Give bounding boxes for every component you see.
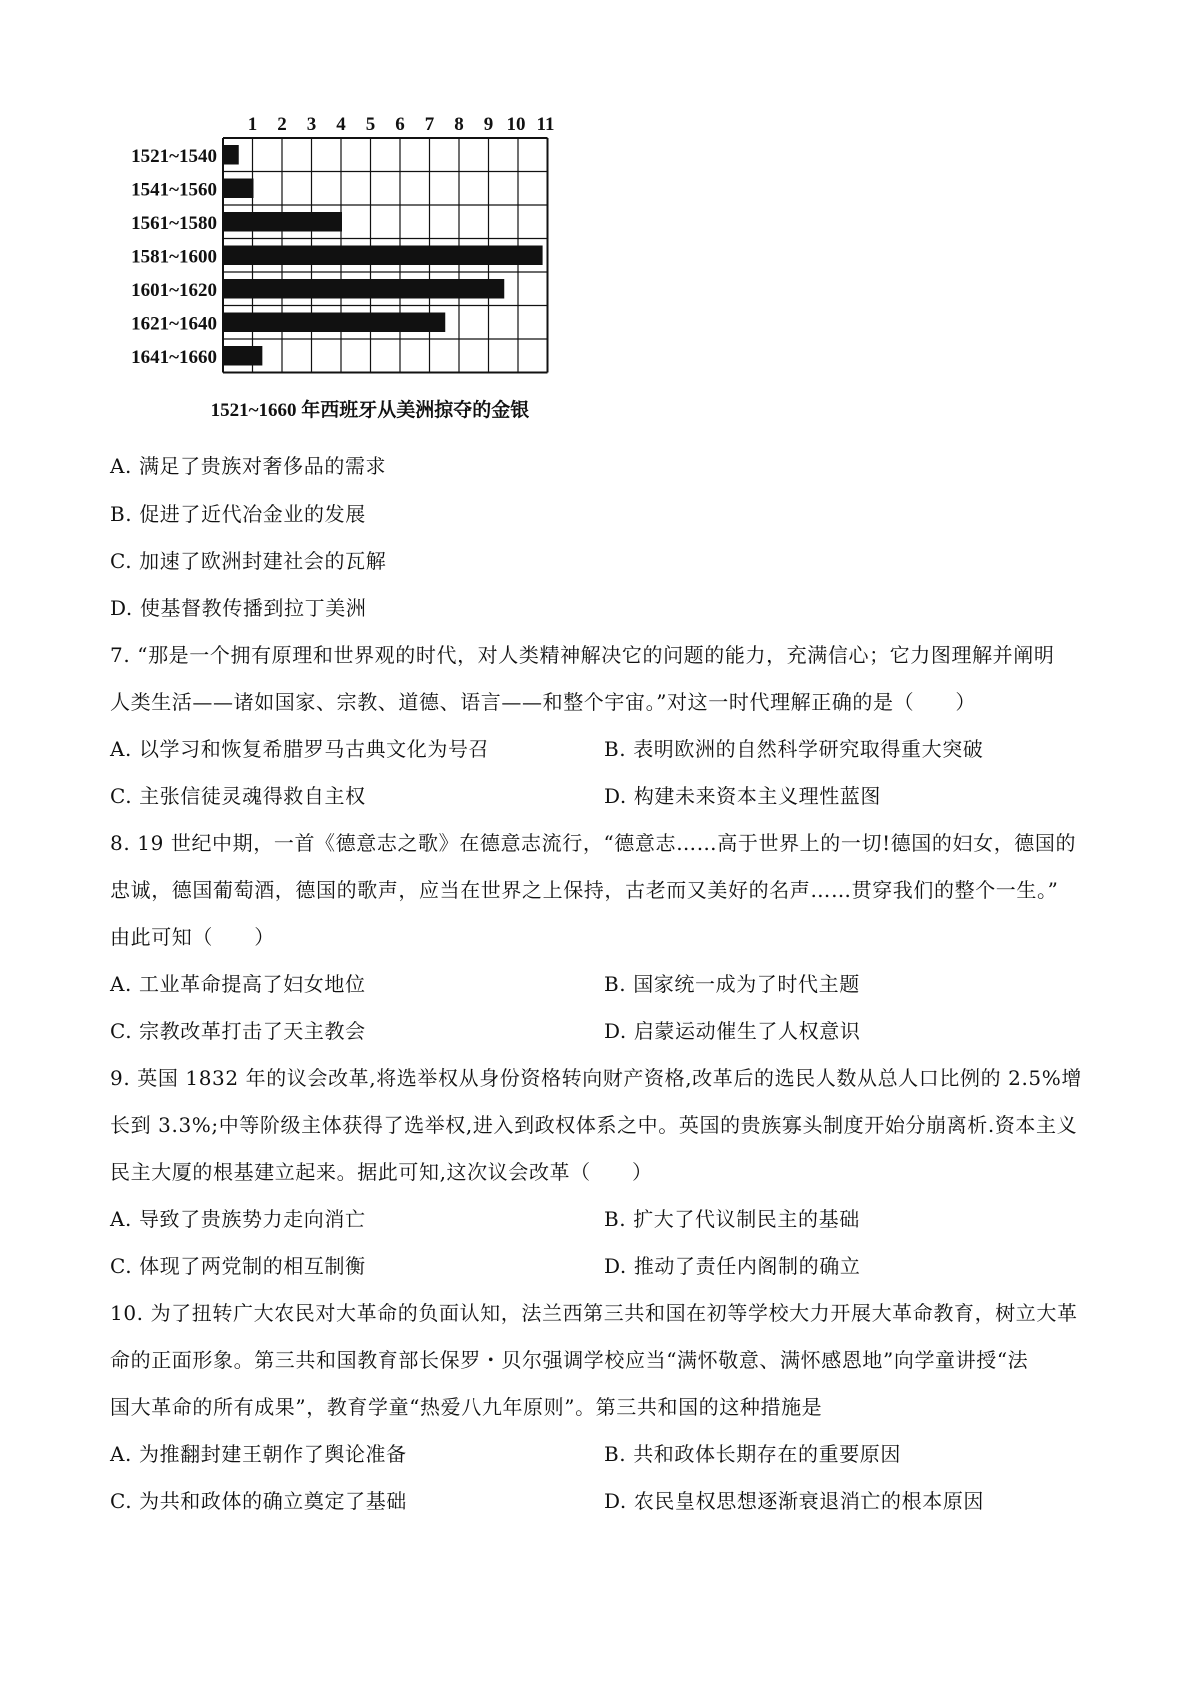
category-label: 1521~1540: [131, 145, 217, 167]
q6-option-d: D. 使基督教传播到拉丁美洲: [110, 596, 367, 620]
q7-option-d: D. 构建未来资本主义理性蓝图: [604, 784, 882, 808]
category-labels: [131, 146, 217, 368]
x-tick-label: 7: [424, 114, 435, 135]
q7-stem-line1: 7. “那是一个拥有原理和世界观的时代，对人类精神解决它的问题的能力，充满信心；它力图理解并阐明: [110, 643, 1055, 667]
x-tick-label: 8: [454, 114, 464, 135]
q10-option-a: A. 为推翻封建王朝作了舆论准备: [110, 1442, 407, 1466]
category-label: 1641~1660: [131, 346, 217, 368]
x-tick-label: 1: [247, 114, 258, 135]
q10-option-c: C. 为共和政体的确立奠定了基础: [110, 1489, 407, 1513]
q8-option-b: B. 国家统一成为了时代主题: [604, 972, 860, 996]
bar-1561~1580: [224, 212, 342, 232]
chart-bars: [224, 145, 543, 366]
q8-stem-line1: 8. 19 世纪中期，一首《德意志之歌》在德意志流行，“德意志……高于世界上的一切!德国的妇女，德国的: [110, 831, 1077, 855]
x-tick-label: 2: [277, 114, 287, 135]
category-label: 1621~1640: [131, 313, 217, 335]
bar-chart: [112, 108, 582, 428]
q10-stem-line1: 10. 为了扭转广大农民对大革命的负面认知，法兰西第三共和国在初等学校大力开展大革命教育，树立大革: [110, 1301, 1078, 1325]
x-tick-label: 6: [395, 114, 405, 135]
x-tick-labels: [248, 114, 555, 135]
q9-option-a: A. 导致了贵族势力走向消亡: [110, 1207, 366, 1231]
x-tick-label: 9: [483, 114, 494, 135]
category-label: 1561~1580: [131, 212, 217, 234]
q9-stem-line1: 9. 英国 1832 年的议会改革,将选举权从身份资格转向财产资格,改革后的选民人数从总人口比例的 2.5%增: [110, 1066, 1082, 1090]
q6-option-b: B. 促进了近代冶金业的发展: [110, 502, 366, 526]
q8-stem-line3: 由此可知（ ）: [110, 925, 275, 949]
category-label: 1541~1560: [131, 179, 217, 201]
x-tick-label: 5: [365, 114, 376, 135]
bar-1641~1660: [224, 346, 262, 366]
q8-stem-line2: 忠诚，德国葡萄酒，德国的歌声，应当在世界之上保持，古老而又美好的名声……贯穿我们的整个一生。”: [110, 878, 1059, 902]
q10-option-b: B. 共和政体长期存在的重要原因: [604, 1442, 902, 1466]
x-tick-label: 11: [536, 114, 555, 135]
x-tick-label: 10: [506, 114, 526, 135]
bar-1521~1540: [224, 145, 239, 165]
x-tick-label: 3: [306, 114, 317, 135]
q6-option-a: A. 满足了贵族对奢侈品的需求: [110, 454, 387, 478]
q9-option-b: B. 扩大了代议制民主的基础: [604, 1207, 860, 1231]
x-tick-label: 4: [336, 114, 346, 135]
bar-1621~1640: [224, 313, 445, 333]
bar-1581~1600: [224, 246, 543, 266]
q10-stem-line2: 命的正面形象。第三共和国教育部长保罗・贝尔强调学校应当“满怀敬意、满怀感恩地”向学童讲授“法: [110, 1348, 1029, 1372]
q9-stem-line2: 长到 3.3%;中等阶级主体获得了选举权,进入到政权体系之中。英国的贵族寡头制度开始分崩离析.资本主义: [110, 1113, 1078, 1137]
bar-1541~1560: [224, 179, 254, 199]
category-label: 1581~1600: [131, 246, 217, 268]
q7-stem-line2: 人类生活——诸如国家、宗教、道德、语言——和整个宇宙。”对这一时代理解正确的是（ ）: [110, 690, 977, 714]
q10-option-d: D. 农民皇权思想逐渐衰退消亡的根本原因: [604, 1489, 985, 1513]
q6-option-c: C. 加速了欧洲封建社会的瓦解: [110, 549, 387, 573]
q9-stem-line3: 民主大厦的根基建立起来。据此可知,这次议会改革（ ）: [110, 1160, 653, 1184]
q8-option-a: A. 工业革命提高了妇女地位: [110, 972, 366, 996]
category-label: 1601~1620: [131, 279, 217, 301]
q8-option-d: D. 启蒙运动催生了人权意识: [604, 1019, 861, 1043]
q7-option-b: B. 表明欧洲的自然科学研究取得重大突破: [604, 737, 984, 761]
q9-option-d: D. 推动了责任内阁制的确立: [604, 1254, 861, 1278]
q8-option-c: C. 宗教改革打击了天主教会: [110, 1019, 366, 1043]
q7-option-c: C. 主张信徒灵魂得救自主权: [110, 784, 366, 808]
q9-option-c: C. 体现了两党制的相互制衡: [110, 1254, 366, 1278]
q7-option-a: A. 以学习和恢复希腊罗马古典文化为号召: [110, 737, 490, 761]
bar-1601~1620: [224, 279, 504, 299]
q10-stem-line3: 国大革命的所有成果”，教育学童“热爱八九年原则”。第三共和国的这种措施是: [110, 1395, 823, 1419]
chart-title: 1521~1660 年西班牙从美洲掠夺的金银: [210, 400, 530, 421]
